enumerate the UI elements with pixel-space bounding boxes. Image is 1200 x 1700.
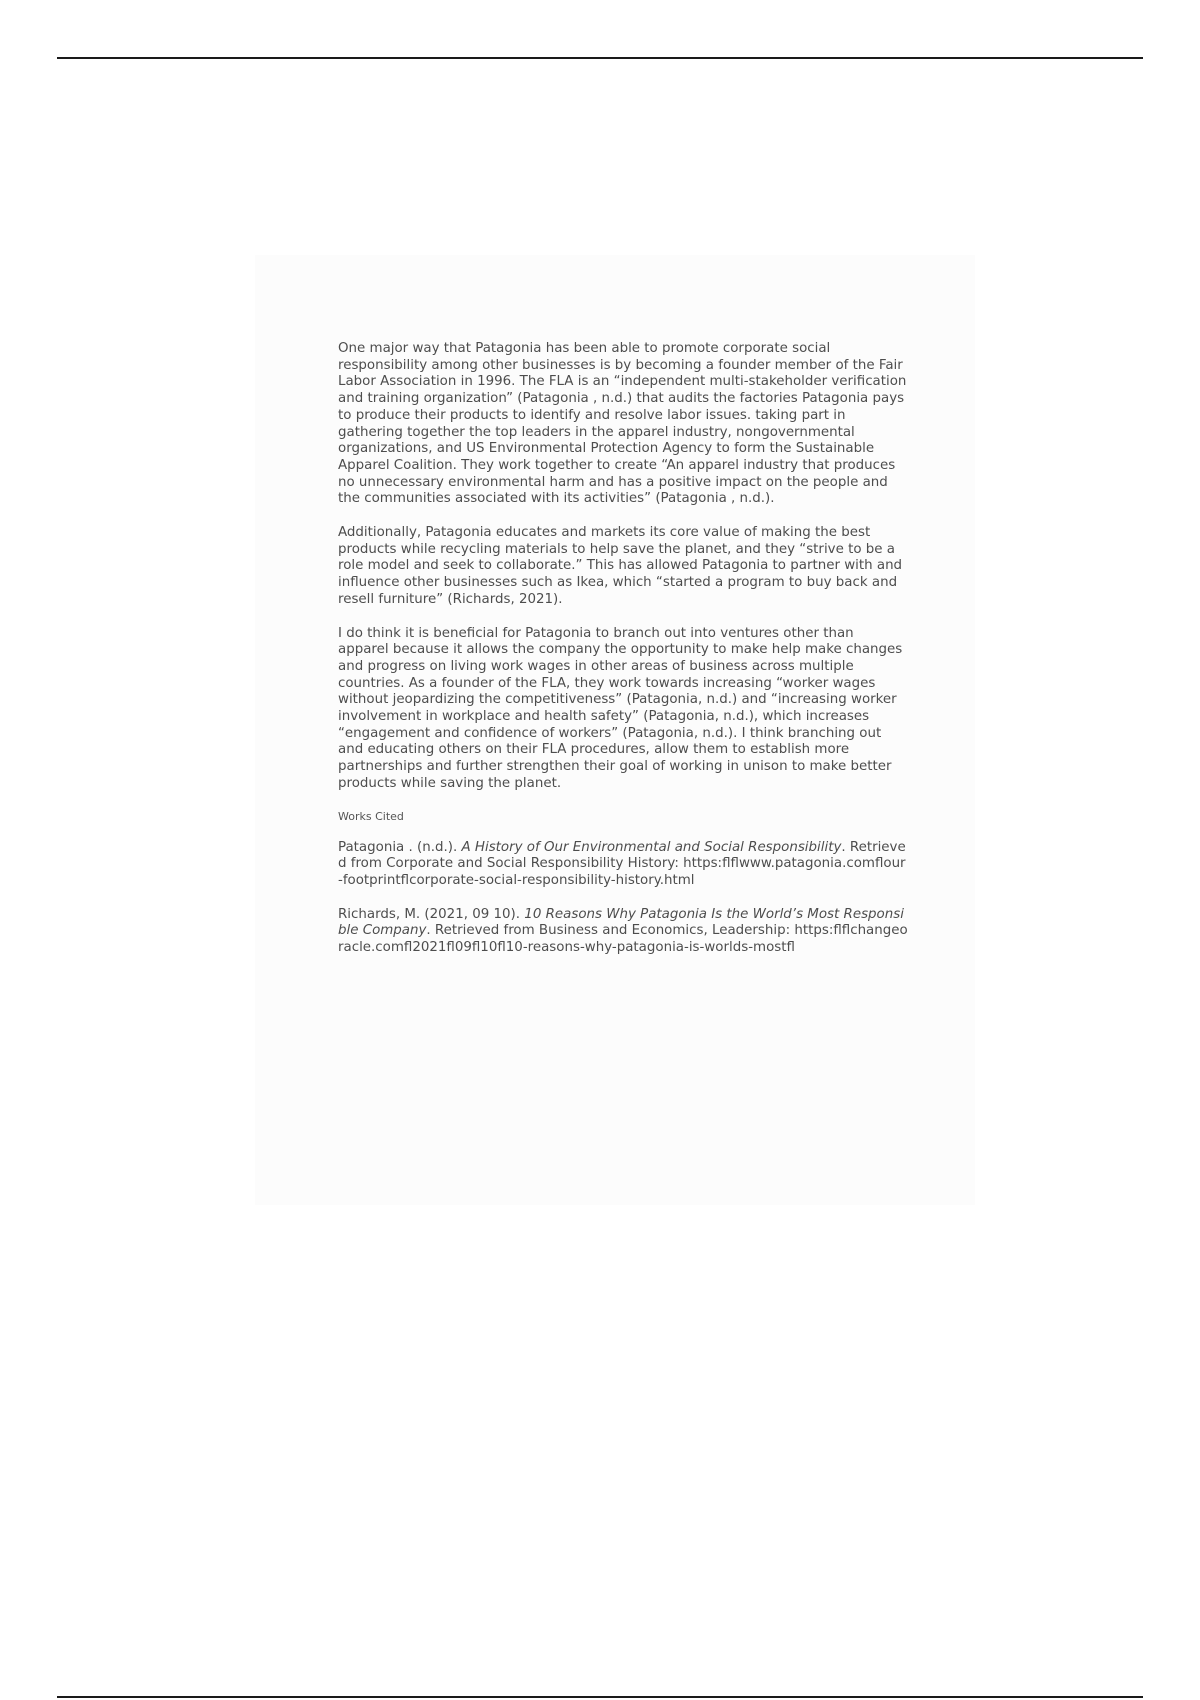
paragraph-3: I do think it is beneficial for Patagonia to branch out into ventures other than apparel because it allows the company the opportunity to make help make changes and progress on living work wages in other areas of business across multiple countries. As a founder of the FLA, they work towards increasing “worker wages without jeopardizing the competitiveness” (Patagonia, n.d.) and “increasing worker involvement in workplace and health safety” (Patagonia, n.d.), which increases “engagement and confidence of workers” (Patagonia, n.d.). I think branching out and educating others on their FLA procedures, allow them to establish more partnerships and further strengthen their goal of working in unison to make better products while saving the planet. [338,625,903,791]
citation-source: . Retrieved from Corporate and Social Responsibility History: https:flflwww.patagonia.comflour-footprintflcorporate-social-responsibility-history.html [338,839,906,888]
citation-author: Richards, M. (2021, 09 10). [338,906,525,922]
paragraph-1: One major way that Patagonia has been able to promote corporate social responsibility among other businesses is by becoming a founder member of the Fair Labor Association in 1996. The FLA is an “independent multi-stakeholder verification and training organization” (Patagonia , n.d.) that audits the factories Patagonia pays to produce their products to identify and resolve labor issues. taking part in gathering together the top leaders in the apparel industry, nongovernmental organizations, and US Environmental Protection Agency to form the Sustainable Apparel Coalition. They work together to create “An apparel industry that produces no unnecessary environmental harm and has a positive impact on the people and the communities associated with its activities” (Patagonia , n.d.). [338,341,907,507]
top-rule [57,57,1143,59]
paragraph-2: Additionally, Patagonia educates and markets its core value of making the best products while recycling materials to help save the planet, and they “strive to be a role model and seek to collaborate.” This has allowed Patagonia to partner with and influence other businesses such as Ikea, which “started a program to buy back and resell furniture” (Richards, 2021). [338,525,903,607]
bottom-rule [57,1696,1143,1698]
citation-author: Patagonia . (n.d.). [338,839,462,855]
works-cited-heading: Works Cited [338,809,404,823]
citation-source: . Retrieved from Business and Economics, Leadership: https:flflchangeoracle.comfl2021fl09fl10fl10-reasons-why-patagonia-is-worlds-mostfl [338,923,908,956]
citation-title: A History of Our Environmental and Social Responsibility [461,839,842,855]
citation-patagonia [338,840,908,890]
citation-richards [338,907,908,957]
citation-title: 10 Reasons Why Patagonia Is the World’s Most Responsible Company [338,906,904,939]
document-body [338,341,908,974]
